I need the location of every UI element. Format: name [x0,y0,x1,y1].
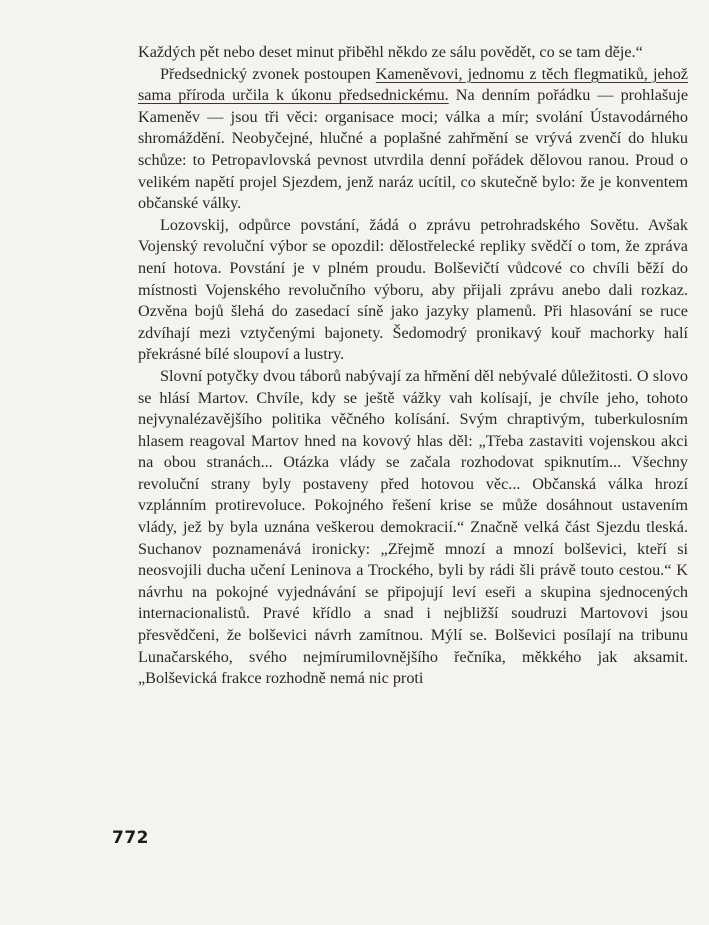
paragraph-2 [138,64,688,215]
paragraph-2-text-start: Předsednický zvonek postoupen [160,64,376,83]
paragraph-4-text: Slovní potyčky dvou táborů nabývají za hřmění děl nebývalé důležitosti. O slovo se hlásí Martov. Chvíle, kdy se ještě vážky vah kolísají, je chvíle jeho, tohoto nejvynalézavějšího politika věčného kolísání. Svým chraptivým, tuberkulosním hlasem reagoval Martov hned na kovový hlas děl: „Třeba zastaviti vojenskou akci na obou stranách... Otázka vlády se začala rozhodovat spiknutím... Všechny revoluční strany byly postaveny před hotovou věc... Občanská válka hrozí vzplánním protirevoluce. Pokojného řešení krise se může dosáhnout ustavením vlády, jež by byla uznána veškerou demokracií.“ Značně velká část Sjezdu tleská. Suchanov poznamenává ironicky: „Zřejmě mnozí a mnozí bolševici, kteří si neosvojili ducha učení Leninova a Trockého, byli by rádi šli právě touto cestou.“ K návrhu na pokojné vyjednávání se připojují leví eseři a skupina sjednocených internacionalistů. Pravé křídlo a snad i nejbližší soudruzi Martovovi jsou přesvědčeni, že bolševici návrh zamítnou. Mýlí se. Bolševici posílají na tribunu Lunačarského, svého nejmírumilovnějšího řečníka, měkkého jak aksamit. „Bolševická frakce rozhodně nemá nic proti [138,366,688,688]
paragraph-4 [138,366,688,690]
underlined-passage: Kameněvovi, jednomu z těch flegmatiků, jehož sama příroda určila k úkonu předsednickému. [138,64,688,105]
paragraph-3-text: Lozovskij, odpůrce povstání, žádá o zprávu petrohradského Sovětu. Avšak Vojenský revoluční výbor se opozdil: dělostřelecké repliky svědčí o tom, že zpráva není hotova. Povstání je v plném proudu. Bolševičtí vůdcové co chvíli běží do místnosti Vojenského revolučního výboru, aby přijali zprávu anebo dali rozkaz. Ozvěna bojů šlehá do zasedací síně jako jazyky plamenů. Při hlasování se ruce zdvíhají mezi vztyčenými bajonety. Šedomodrý pronikavý kouř machorky halí překrásné bílé sloupoví a lustry. [138,215,688,364]
body-text [138,42,688,690]
paragraph-1 [138,42,688,64]
paragraph-2-text-end: Na denním pořádku — prohlašuje Kameněv — jsou tři věci: organisace moci; válka a mír; svolání Ústavodárného shromáždění. Neobyčejné, hlučné a poplašné zahřmění se vrývá zvenčí do hluku schůze: to Petropavlovská pevnost utvrdila denní pořádek dělovou ranou. Proud o velikém napětí projel Sjezdem, jenž naráz ucítil, co skutečně bylo: že je konventem občanské války. [138,86,689,213]
paragraph-3 [138,215,688,366]
paragraph-1-text: Každých pět nebo deset minut přiběhl někdo ze sálu povědět, co se tam děje.“ [138,43,643,61]
page-number: 772 [112,828,149,848]
